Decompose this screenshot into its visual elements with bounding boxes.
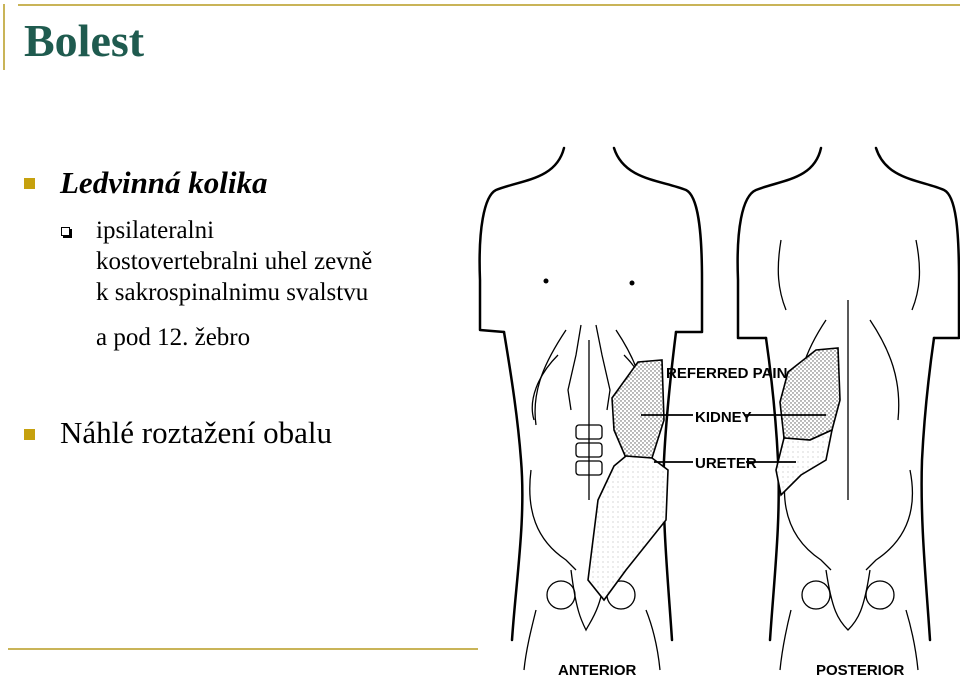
- ureter-pain-area-anterior: [588, 456, 668, 600]
- sub-bullet-ipsilateral: ipsilateralni: [96, 217, 215, 244]
- referred-pain-label: REFERRED PAIN: [666, 365, 788, 382]
- hollow-square-bullet-icon: [61, 227, 70, 236]
- sub-bullet-line-4: a pod 12. žebro: [96, 324, 251, 351]
- kidney-pain-area-posterior: [780, 348, 840, 440]
- square-bullet-icon: [24, 178, 35, 189]
- kidney-label: KIDNEY: [695, 409, 752, 426]
- anterior-nipple-right: [630, 281, 635, 286]
- bottom-accent-line: [8, 648, 478, 650]
- anterior-view-label: ANTERIOR: [558, 662, 637, 678]
- renal-pain-anatomy-figure: [476, 140, 960, 678]
- posterior-view-label: POSTERIOR: [816, 662, 905, 678]
- bullet-capsule-distension: Náhlé roztažení obalu: [60, 415, 332, 450]
- sub-bullet-line-3: k sakrospinalnimu svalstvu: [96, 279, 369, 306]
- square-bullet-icon: [24, 429, 35, 440]
- anterior-nipple-left: [544, 279, 549, 284]
- ureter-label: URETER: [695, 455, 757, 472]
- bullet-renal-colic: Ledvinná kolika: [60, 165, 268, 200]
- slide-title: Bolest: [24, 15, 145, 66]
- left-accent-line: [3, 4, 5, 70]
- sub-bullet-line-2: kostovertebralni uhel zevně: [96, 248, 373, 275]
- top-accent-line: [18, 4, 960, 6]
- referred-pain-area-anterior: [612, 360, 664, 458]
